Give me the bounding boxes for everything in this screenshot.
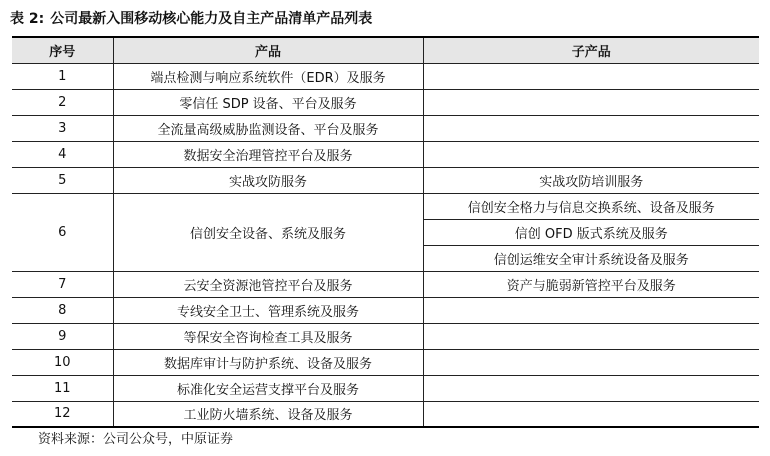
table-number: 表 2: — [10, 11, 45, 27]
row-subproduct — [423, 297, 759, 323]
table-row — [12, 63, 759, 89]
row-product: 标准化安全运营支撑平台及服务 — [113, 375, 423, 401]
row-product: 数据安全治理管控平台及服务 — [113, 141, 423, 167]
row-product: 实战攻防服务 — [113, 167, 423, 193]
row-index: 10 — [12, 349, 113, 375]
table-row — [12, 375, 759, 401]
row-subproduct — [423, 349, 759, 375]
table-row — [12, 89, 759, 115]
row-product: 端点检测与响应系统软件（EDR）及服务 — [113, 63, 423, 89]
row-subproduct — [423, 323, 759, 349]
row-index: 2 — [12, 89, 113, 115]
row-product: 零信任 SDP 设备、平台及服务 — [113, 89, 423, 115]
row-index: 9 — [12, 323, 113, 349]
row-subproduct: 信创运维安全审计系统设备及服务 — [423, 245, 759, 271]
row-subproduct: 信创安全格力与信息交换系统、设备及服务 — [423, 193, 759, 219]
table-row — [12, 323, 759, 349]
row-index: 6 — [12, 193, 113, 271]
row-subproduct — [423, 89, 759, 115]
table-title: 公司最新入围移动核心能力及自主产品清单产品列表 — [50, 11, 373, 27]
row-index: 7 — [12, 271, 113, 297]
row-index: 8 — [12, 297, 113, 323]
row-subproduct — [423, 115, 759, 141]
row-subproduct — [423, 375, 759, 401]
table-row — [12, 271, 759, 297]
row-index: 3 — [12, 115, 113, 141]
table-row — [12, 349, 759, 375]
row-subproduct: 资产与脆弱新管控平台及服务 — [423, 271, 759, 297]
row-product: 云安全资源池管控平台及服务 — [113, 271, 423, 297]
table-row — [12, 193, 759, 219]
table-row — [12, 115, 759, 141]
header-index: 序号 — [12, 37, 113, 63]
row-index: 11 — [12, 375, 113, 401]
table-row — [12, 401, 759, 427]
row-product: 等保安全咨询检查工具及服务 — [113, 323, 423, 349]
row-product: 数据库审计与防护系统、设备及服务 — [113, 349, 423, 375]
table-row — [12, 297, 759, 323]
row-product: 专线安全卫士、管理系统及服务 — [113, 297, 423, 323]
row-subproduct — [423, 63, 759, 89]
header-product: 产品 — [113, 37, 423, 63]
table-row — [12, 141, 759, 167]
row-subproduct: 实战攻防培训服务 — [423, 167, 759, 193]
product-table — [12, 36, 759, 428]
row-index: 12 — [12, 401, 113, 427]
header-subproduct: 子产品 — [423, 37, 759, 63]
row-index: 4 — [12, 141, 113, 167]
table-row — [12, 167, 759, 193]
row-product: 全流量高级威胁监测设备、平台及服务 — [113, 115, 423, 141]
row-product: 信创安全设备、系统及服务 — [113, 193, 423, 271]
row-product: 工业防火墙系统、设备及服务 — [113, 401, 423, 427]
row-subproduct — [423, 401, 759, 427]
table-caption — [10, 6, 372, 32]
row-subproduct: 信创 OFD 版式系统及服务 — [423, 219, 759, 245]
table-header-row — [12, 37, 759, 63]
row-subproduct — [423, 141, 759, 167]
row-index: 5 — [12, 167, 113, 193]
row-index: 1 — [12, 63, 113, 89]
source-note: 资料来源：公司公众号，中原证券 — [38, 432, 234, 447]
